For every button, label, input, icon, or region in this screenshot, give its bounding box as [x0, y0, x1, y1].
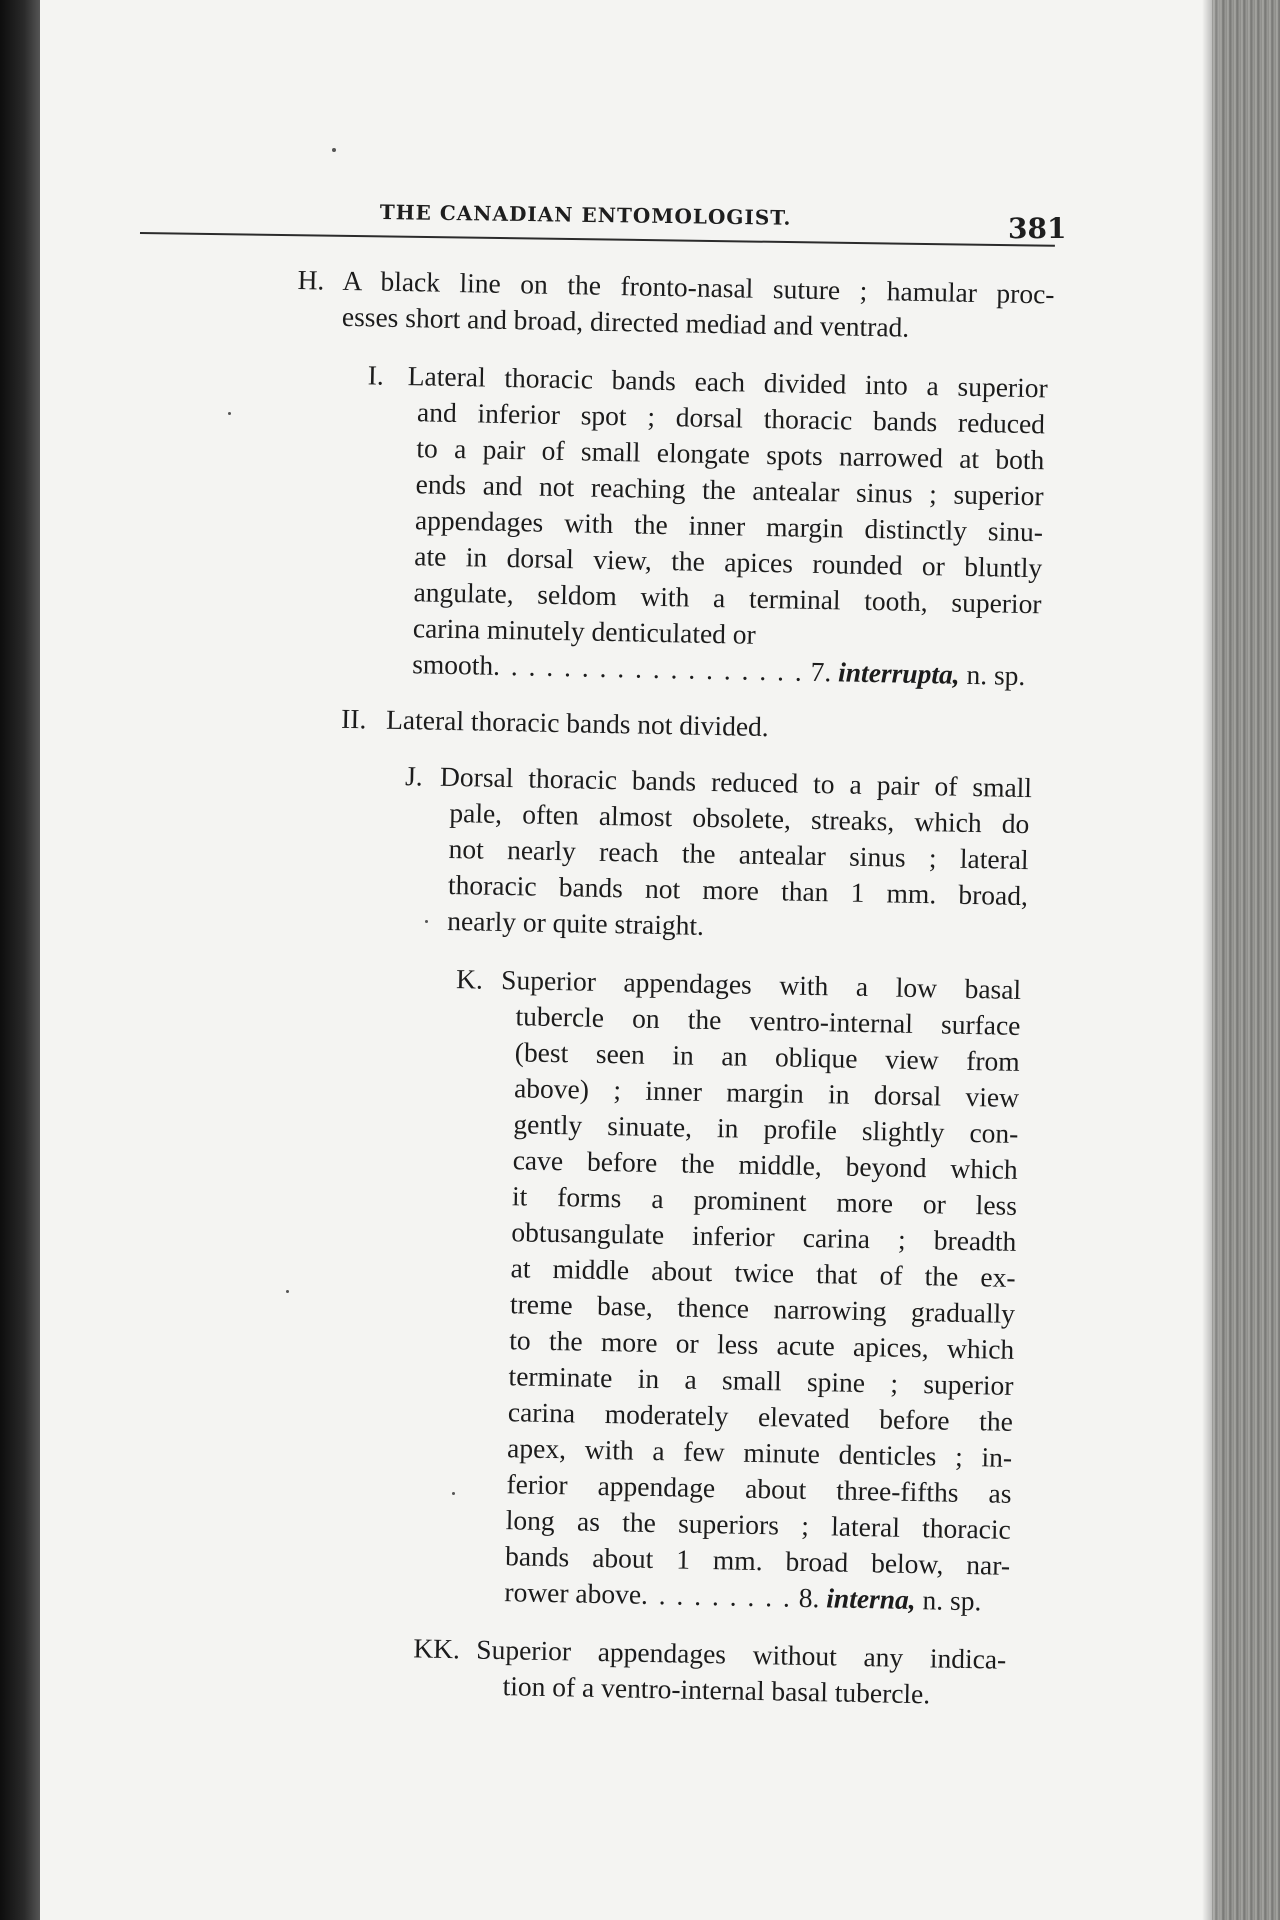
text-line: thoracic bands not more than 1 mm. broad,: [447, 868, 1029, 912]
species-number: 8.: [798, 1581, 820, 1614]
page-stack-edge: [1212, 0, 1280, 1920]
running-head: THE CANADIAN ENTOMOLOGIST.: [379, 200, 792, 230]
text-line: bands about 1 mm. broad below, nar-: [504, 1540, 1011, 1581]
text-line: ferior appendage about three-fifths as: [506, 1468, 1012, 1509]
text-line: Superior appendages without any indica-: [476, 1633, 1007, 1675]
couplet-marker-ii: II.: [340, 702, 367, 735]
couplet-marker-j: J.: [404, 760, 423, 792]
text-line: terminate in a small spine ; superior: [508, 1360, 1014, 1401]
text-line: pale, often almost obsolete, streaks, which do: [449, 796, 1030, 840]
text-line: not nearly reach the antealar sinus ; lateral: [448, 832, 1029, 876]
text-line: to a pair of small elongate spots narrowed at both: [416, 432, 1045, 476]
text-line: treme base, thence narrowing gradually: [509, 1288, 1016, 1329]
text-line: to the more or less acute apices, which: [509, 1324, 1015, 1365]
text-line: carina minutely denticulated or: [412, 612, 757, 650]
page-number: 381: [1008, 212, 1067, 245]
line-start: smooth: [411, 648, 494, 681]
couplet-marker-h: H.: [297, 263, 325, 296]
text-line: Dorsal thoracic bands reduced to a pair of small: [439, 760, 1033, 804]
text-line: Lateral thoracic bands each divided into a superior: [407, 360, 1048, 404]
text-line: gently sinuate, in profile slightly con-: [513, 1108, 1019, 1149]
text-line: apex, with a few minute denticles ; in-: [506, 1432, 1013, 1473]
new-species-label: n. sp.: [966, 658, 1026, 691]
text-line: obtusangulate inferior carina ; breadth: [511, 1216, 1017, 1257]
text-line: [504, 1578, 981, 1615]
text-line: ends and not reaching the antealar sinus ; superior: [415, 468, 1044, 512]
leader-dots: . . . . . . . . . . . . . . . . . .: [492, 649, 805, 687]
text-line: [412, 650, 1026, 689]
text-line: long as the superiors ; lateral thoracic: [505, 1504, 1012, 1545]
species-name-interrupta: interrupta,: [837, 656, 960, 690]
text-line: appendages with the inner margin distinctly sinu-: [414, 504, 1044, 548]
text-line: carina moderately elevated before the: [507, 1396, 1014, 1437]
text-line: at middle about twice that of the ex-: [510, 1252, 1016, 1293]
couplet-marker-kk: KK.: [413, 1632, 461, 1665]
new-species-label: n. sp.: [922, 1584, 982, 1617]
text-line: Superior appendages with a low basal: [500, 963, 1022, 1005]
species-name-interna: interna,: [826, 1582, 917, 1616]
couplet-marker-k: K.: [455, 963, 484, 995]
text-line: above) ; inner margin in dorsal view: [513, 1072, 1020, 1113]
text-line: cave before the middle, beyond which: [512, 1144, 1018, 1185]
couplet-marker-i: I.: [367, 359, 385, 391]
species-number: 7.: [810, 655, 832, 688]
text-line: nearly or quite straight.: [447, 904, 705, 941]
leader-dots: . . . . . . . . .: [640, 1578, 793, 1613]
text-line: Lateral thoracic bands not divided.: [385, 703, 770, 743]
line-start: rower above: [504, 1576, 642, 1610]
text-line: (best seen in an oblique view from: [514, 1036, 1021, 1077]
text-line: and inferior spot ; dorsal thoracic bands reduced: [416, 396, 1046, 440]
text-line: ate in dorsal view, the apices rounded or bluntly: [414, 540, 1043, 584]
text-line: tion of a ventro-internal basal tubercle.: [502, 1670, 931, 1710]
text-line: tubercle on the ventro-internal surface: [515, 1000, 1021, 1041]
text-line: angulate, seldom with a terminal tooth, superior: [413, 576, 1042, 620]
text-line: it forms a prominent more or less: [511, 1180, 1018, 1221]
text-line: A black line on the fronto-nasal suture ; hamular proc-: [342, 264, 1055, 310]
text-line: esses short and broad, directed mediad and ventrad.: [341, 300, 910, 343]
